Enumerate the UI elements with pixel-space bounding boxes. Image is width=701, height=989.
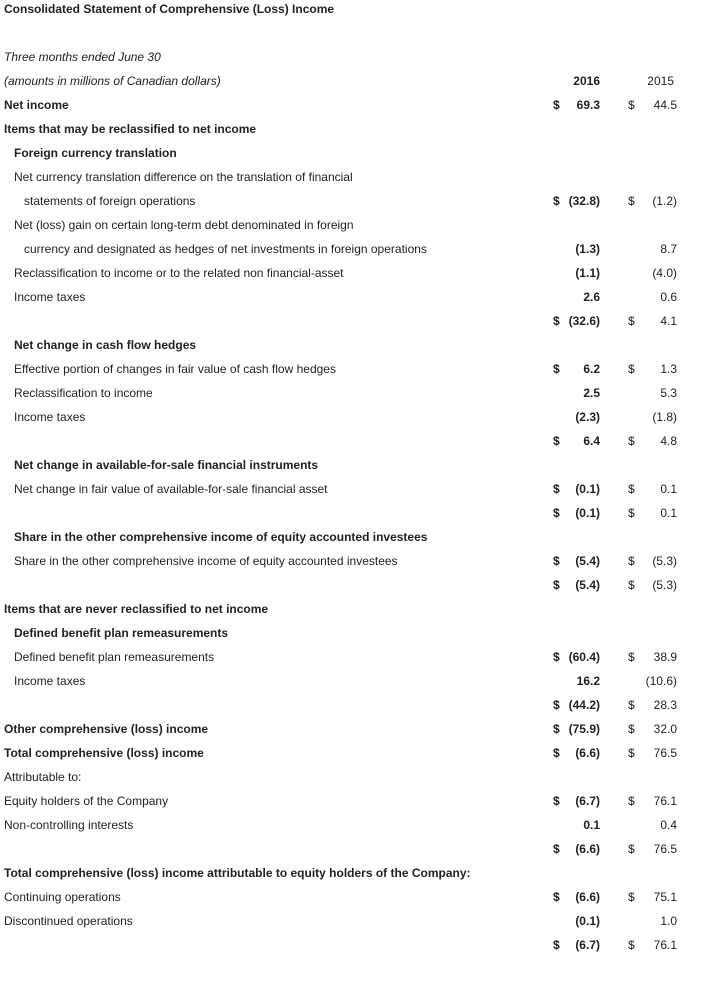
currency-2016: $ (553, 698, 560, 712)
row-label: Net income (4, 98, 69, 112)
table-row (0, 888, 701, 908)
value-2015: (1.8) (652, 410, 677, 424)
row-label: Share in the other comprehensive income of equity accounted investees (14, 530, 428, 544)
year-current-header: 2016 (573, 74, 600, 88)
currency-2016: $ (553, 650, 560, 664)
value-2016: (75.9) (568, 722, 600, 736)
table-row (0, 480, 701, 500)
value-2015: 0.1 (660, 482, 677, 496)
value-2015: 76.5 (653, 842, 677, 856)
table-row (0, 144, 701, 164)
table-row (0, 792, 701, 812)
currency-2015: $ (628, 794, 635, 808)
currency-2015: $ (628, 506, 635, 520)
value-2016: (0.1) (575, 914, 600, 928)
value-2016: (6.6) (575, 890, 600, 904)
units-label: (amounts in millions of Canadian dollars) (4, 74, 221, 88)
value-2016: (5.4) (575, 554, 600, 568)
value-2015: 32.0 (653, 722, 677, 736)
value-2015: 0.6 (660, 290, 677, 304)
row-label: Effective portion of changes in fair value of cash flow hedges (14, 362, 336, 376)
row-label: Income taxes (14, 674, 86, 688)
row-label: Reclassification to income or to the related non financial-asset (14, 266, 344, 280)
currency-2016: $ (553, 578, 560, 592)
currency-2015: $ (628, 554, 635, 568)
row-label: Attributable to: (4, 770, 82, 784)
value-2015: 4.1 (660, 314, 677, 328)
value-2015: 38.9 (653, 650, 677, 664)
value-2015: 76.5 (653, 746, 677, 760)
value-2016: 6.4 (583, 434, 600, 448)
currency-2015: $ (628, 938, 635, 952)
value-2016: (0.1) (575, 506, 600, 520)
value-2015: (10.6) (645, 674, 677, 688)
currency-2015: $ (628, 194, 635, 208)
row-label: Net currency translation difference on the translation of financial (14, 170, 353, 184)
table-row (0, 336, 701, 356)
row-label: Income taxes (14, 410, 86, 424)
value-2015: 4.8 (660, 434, 677, 448)
table-row (0, 840, 701, 860)
value-2015: (4.0) (652, 266, 677, 280)
period-label: Three months ended June 30 (4, 50, 161, 64)
value-2016: (1.1) (575, 266, 600, 280)
table-row (0, 648, 701, 668)
currency-2015: $ (628, 482, 635, 496)
value-2016: (32.8) (568, 194, 600, 208)
value-2015: 44.5 (653, 98, 677, 112)
currency-2015: $ (628, 98, 635, 112)
value-2015: 0.1 (660, 506, 677, 520)
currency-2015: $ (628, 698, 635, 712)
currency-2016: $ (553, 938, 560, 952)
value-2015: 5.3 (660, 386, 677, 400)
value-2016: (5.4) (575, 578, 600, 592)
currency-2015: $ (628, 650, 635, 664)
row-label: Net change in cash flow hedges (14, 338, 197, 352)
value-2015: 76.1 (653, 938, 677, 952)
value-2016: (6.7) (575, 938, 600, 952)
row-label: Reclassification to income (14, 386, 153, 400)
table-row (0, 624, 701, 644)
row-label: Net change in available-for-sale financial instruments (14, 458, 319, 472)
row-label: Other comprehensive (loss) income (4, 722, 209, 736)
value-2016: 2.5 (583, 386, 600, 400)
table-row (0, 216, 701, 236)
value-2016: (2.3) (575, 410, 600, 424)
table-row (0, 720, 701, 740)
row-label: Equity holders of the Company (4, 794, 169, 808)
value-2015: (1.2) (652, 194, 677, 208)
currency-2015: $ (628, 362, 635, 376)
table-row (0, 168, 701, 188)
currency-2016: $ (553, 794, 560, 808)
year-prior-header: 2015 (647, 74, 674, 88)
table-row (0, 696, 701, 716)
currency-2015: $ (628, 578, 635, 592)
currency-2016: $ (553, 842, 560, 856)
currency-2016: $ (553, 746, 560, 760)
currency-2016: $ (553, 482, 560, 496)
statement-title: Consolidated Statement of Comprehensive (Loss) Income (4, 2, 335, 16)
value-2016: (6.7) (575, 794, 600, 808)
value-2016: 6.2 (583, 362, 600, 376)
table-row (0, 288, 701, 308)
currency-2015: $ (628, 722, 635, 736)
currency-2015: $ (628, 842, 635, 856)
table-row (0, 192, 701, 212)
value-2016: (6.6) (575, 842, 600, 856)
value-2016: (44.2) (568, 698, 600, 712)
value-2016: 0.1 (583, 818, 600, 832)
column-header-row (0, 72, 701, 92)
currency-2015: $ (628, 890, 635, 904)
row-label: Defined benefit plan remeasurements (14, 626, 229, 640)
currency-2016: $ (553, 890, 560, 904)
value-2016: (6.6) (575, 746, 600, 760)
currency-2016: $ (553, 314, 560, 328)
value-2015: 76.1 (653, 794, 677, 808)
table-row (0, 576, 701, 596)
table-row (0, 672, 701, 692)
row-label: Total comprehensive (loss) income (4, 746, 204, 760)
table-row (0, 600, 701, 620)
row-label: Non-controlling interests (4, 818, 134, 832)
table-row (0, 816, 701, 836)
row-label: Net (loss) gain on certain long-term debt denominated in foreign (14, 218, 354, 232)
table-row (0, 552, 701, 572)
row-label: Foreign currency translation (14, 146, 177, 160)
row-label: Share in the other comprehensive income of equity accounted investees (14, 554, 398, 568)
table-row (0, 240, 701, 260)
value-2016: (1.3) (575, 242, 600, 256)
value-2016: (60.4) (568, 650, 600, 664)
row-label: Income taxes (14, 290, 86, 304)
row-label: Discontinued operations (4, 914, 133, 928)
currency-2015: $ (628, 746, 635, 760)
currency-2015: $ (628, 434, 635, 448)
value-2016: 69.3 (576, 98, 600, 112)
table-row (0, 912, 701, 932)
value-2015: 0.4 (660, 818, 677, 832)
row-label: Continuing operations (4, 890, 121, 904)
value-2015: 1.0 (660, 914, 677, 928)
value-2016: 2.6 (583, 290, 600, 304)
row-label: Total comprehensive (loss) income attributable to equity holders of the Company: (4, 866, 471, 880)
table-row (0, 432, 701, 452)
currency-2016: $ (553, 194, 560, 208)
table-row (0, 120, 701, 140)
value-2016: (32.6) (568, 314, 600, 328)
period-row (0, 48, 701, 68)
value-2015: 75.1 (653, 890, 677, 904)
table-row (0, 264, 701, 284)
table-row (0, 768, 701, 788)
table-row (0, 360, 701, 380)
table-row (0, 384, 701, 404)
value-2015: (5.3) (652, 578, 677, 592)
table-row (0, 96, 701, 116)
currency-2016: $ (553, 434, 560, 448)
row-label: Items that are never reclassified to net income (4, 602, 269, 616)
row-label: Defined benefit plan remeasurements (14, 650, 215, 664)
value-2016: 16.2 (576, 674, 600, 688)
table-row (0, 936, 701, 956)
currency-2016: $ (553, 506, 560, 520)
table-row (0, 744, 701, 764)
value-2015: (5.3) (652, 554, 677, 568)
currency-2016: $ (553, 98, 560, 112)
value-2016: (0.1) (575, 482, 600, 496)
value-2015: 8.7 (660, 242, 677, 256)
currency-2016: $ (553, 362, 560, 376)
table-row (0, 504, 701, 524)
row-label: statements of foreign operations (24, 194, 196, 208)
table-row (0, 456, 701, 476)
currency-2016: $ (553, 722, 560, 736)
row-label: Net change in fair value of available-for-sale financial asset (14, 482, 328, 496)
row-label: currency and designated as hedges of net investments in foreign operations (24, 242, 427, 256)
table-row (0, 312, 701, 332)
currency-2015: $ (628, 314, 635, 328)
table-row (0, 528, 701, 548)
value-2015: 28.3 (653, 698, 677, 712)
value-2015: 1.3 (660, 362, 677, 376)
table-row (0, 408, 701, 428)
row-label: Items that may be reclassified to net income (4, 122, 257, 136)
table-row (0, 864, 701, 884)
currency-2016: $ (553, 554, 560, 568)
